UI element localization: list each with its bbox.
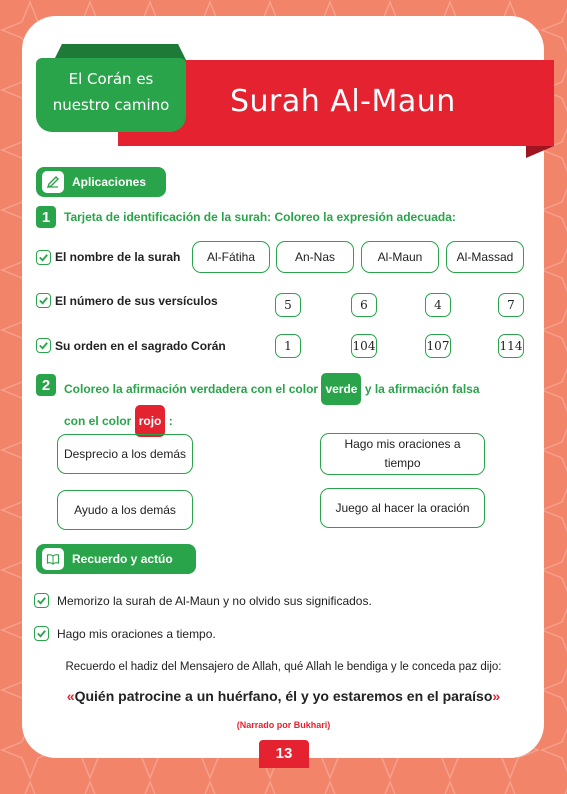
section-aplicaciones-label: Aplicaciones (72, 175, 147, 189)
section-recuerdo (36, 544, 196, 574)
option-al-fatiha[interactable]: Al-Fátiha (192, 241, 270, 273)
row-label-verses: El número de sus versículos (55, 294, 218, 308)
hadith-intro: Recuerdo el hadiz del Mensajero de Allah, qué Allah le bendiga y le conceda paz dijo: (65, 661, 502, 673)
tag-rojo: rojo (135, 405, 166, 437)
option-verses-4[interactable]: 4 (425, 293, 451, 317)
option-verses-7[interactable]: 7 (498, 293, 524, 317)
unit-tab-line2: nuestro camino (52, 96, 170, 114)
option-order-114[interactable]: 114 (498, 334, 524, 358)
check-icon (36, 293, 51, 308)
hadith-source: (Narrado por Bukhari) (236, 720, 331, 730)
section-recuerdo-label: Recuerdo y actúo (72, 552, 173, 566)
task2-text2: y la afirmación falsa (364, 382, 480, 396)
pencil-icon (42, 171, 64, 193)
statement-oraciones[interactable]: Hago mis oraciones a tiempo (320, 433, 485, 475)
check-icon (36, 338, 51, 353)
check-icon (34, 593, 49, 608)
quote-text: Quién patrocine a un huérfano, él y yo estaremos en el paraíso (74, 688, 493, 704)
option-al-massad[interactable]: Al-Massad (446, 241, 524, 273)
option-order-104[interactable]: 104 (351, 334, 377, 358)
check-icon (34, 626, 49, 641)
task-number-2: 2 (36, 374, 56, 396)
check-icon (36, 250, 51, 265)
quote-open: « (66, 688, 75, 704)
statement-desprecio[interactable]: Desprecio a los demás (57, 434, 193, 474)
unit-tab (36, 58, 186, 132)
option-verses-5[interactable]: 5 (275, 293, 301, 317)
row-label-name: El nombre de la surah (55, 250, 181, 264)
remember-item-1: Memorizo la surah de Al-Maun y no olvido sus significados. (57, 594, 372, 608)
option-verses-6[interactable]: 6 (351, 293, 377, 317)
page-number: 13 (259, 740, 309, 768)
tag-verde: verde (321, 373, 361, 405)
task2-instruction (64, 373, 514, 437)
row-label-order: Su orden en el sagrado Corán (55, 339, 226, 353)
option-al-maun[interactable]: Al-Maun (361, 241, 439, 273)
option-order-107[interactable]: 107 (425, 334, 451, 358)
book-icon (42, 548, 64, 570)
banner-fold (526, 146, 554, 158)
unit-tab-line1: El Corán es (68, 70, 154, 88)
task1-instruction: Tarjeta de identificación de la surah: Coloreo la expresión adecuada: (64, 210, 456, 224)
task2-text4: : (168, 414, 173, 428)
task-number-1: 1 (36, 206, 56, 228)
remember-item-2: Hago mis oraciones a tiempo. (57, 627, 216, 641)
task2-text3: con el color (64, 414, 132, 428)
statement-juego[interactable]: Juego al hacer la oración (320, 488, 485, 528)
task2-text1: Coloreo la afirmación verdadera con el color (64, 382, 319, 396)
page-title: Surah Al-Maun (230, 84, 456, 119)
option-order-1[interactable]: 1 (275, 334, 301, 358)
statement-ayudo[interactable]: Ayudo a los demás (57, 490, 193, 530)
section-aplicaciones (36, 167, 166, 197)
option-an-nas[interactable]: An-Nas (276, 241, 354, 273)
hadith-quote (40, 688, 527, 704)
quote-close: » (492, 688, 501, 704)
